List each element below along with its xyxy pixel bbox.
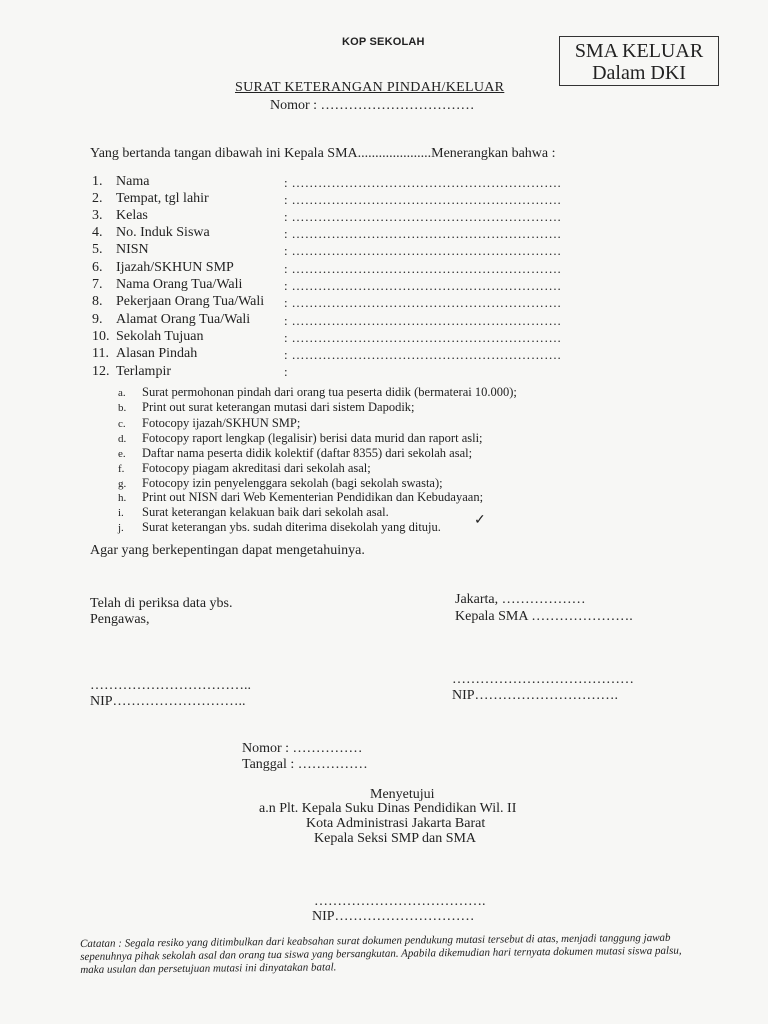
field-nama [92,174,149,190]
attachment-item [118,385,517,400]
field-num: 2. [92,191,103,206]
attachment-letter: g. [118,478,127,490]
attachment-item [118,400,415,415]
attachment-item [118,520,441,535]
approval-an: a.n Plt. Kepala Suku Dinas Pendidikan Wil. II [259,801,517,816]
field-label: Alamat Orang Tua/Wali [116,312,251,327]
kop-sekolah: KOP SEKOLAH [342,36,425,48]
attachment-letter: c. [118,418,126,430]
field-num: 10. [92,329,110,344]
field-dots: : ……………………………………………………. [284,209,562,224]
attachment-item [118,490,483,505]
attachment-letter: e. [118,448,126,460]
field-dots: : ……………………………………………………. [284,192,562,207]
attachment-letter: j. [118,522,124,534]
approval-menyetujui: Menyetujui [370,787,435,802]
attachment-text: Surat keterangan kelakuan baik dari sekolah asal. [142,505,389,519]
field-num: 3. [92,208,103,223]
footnote: Catatan : Segala resiko yang ditimbulkan dari keabsahan surat dokumen pendukung mutasi tersebut di atas, menjadi tanggung jawab sepenuhnya pihak sekolah asal dan orang tua siswa yang bersangkutan. Apabila dikemudian hari ternyata dokumen mutasi siswa palsu, maka usulan dan persetujuan mutasi ini dinyatakan batal. [80,931,682,976]
field-label: Tempat, tgl lahir [116,191,209,206]
field-dots: : ……………………………………………………. [284,261,562,276]
field-dots: : ……………………………………………………. [284,295,562,310]
category-badge [559,36,719,86]
right-sign-nip: NIP…………………………. [452,688,619,703]
approval-tanggal: Tanggal : …………… [242,757,368,772]
field-alasan-pindah [92,346,197,362]
field-label: Sekolah Tujuan [116,329,204,344]
field-dots: : [284,364,288,379]
document-title: SURAT KETERANGAN PINDAH/KELUAR [235,80,505,95]
field-sekolah-tujuan [92,329,204,345]
attachment-letter: b. [118,402,127,414]
right-sign-line1: Jakarta, ……………… [455,592,586,607]
field-terlampir [92,364,171,380]
attachment-letter: a. [118,387,126,399]
closing-text: Agar yang berkepentingan dapat mengetahuinya. [90,543,365,558]
field-label: Pekerjaan Orang Tua/Wali [116,294,265,309]
field-num: 9. [92,312,103,327]
attachment-letter: h. [118,492,127,504]
attachment-text: Print out NISN dari Web Kementerian Pendidikan dan Kebudayaan; [142,490,484,504]
field-label: Terlampir [116,364,171,379]
field-label: No. Induk Siswa [116,225,210,240]
approval-seksi: Kepala Seksi SMP dan SMA [314,831,477,846]
field-kelas [92,208,148,224]
attachment-letter: i. [118,507,124,519]
attachment-text: Fotocopy piagam akreditasi dari sekolah asal; [142,461,371,475]
approval-dots: ………………………………. [314,894,486,909]
field-label: NISN [116,242,149,257]
attachment-item [118,416,300,431]
field-num: 5. [92,242,103,257]
left-sign-line1: Telah di periksa data ybs. [90,596,233,611]
field-num: 6. [92,260,103,275]
field-no-induk [92,225,210,241]
attachment-text: Print out surat keterangan mutasi dari sistem Dapodik; [142,400,415,414]
attachment-text: Fotocopy ijazah/SKHUN SMP; [142,416,301,430]
field-dots: : ……………………………………………………. [284,347,562,362]
attachment-item [118,431,483,446]
field-num: 12. [92,364,110,379]
attachment-item [118,461,371,476]
attachment-text: Surat permohonan pindah dari orang tua peserta didik (bermaterai 10.000); [142,385,517,399]
field-label: Nama [116,174,150,189]
field-num: 11. [92,346,109,361]
left-sign-line2: Pengawas, [90,612,150,627]
field-num: 8. [92,294,103,309]
attachment-text: Fotocopy raport lengkap (legalisir) berisi data murid dan raport asli; [142,431,483,445]
field-pekerjaan-ortu [92,294,264,310]
handwritten-check-icon: ✓ [474,513,486,528]
field-dots: : ……………………………………………………. [284,278,562,293]
field-nama-ortu [92,277,242,293]
field-num: 1. [92,174,103,189]
intro-text: Yang bertanda tangan dibawah ini Kepala SMA.....................Menerangkan bahwa : [90,146,556,161]
attachment-text: Fotocopy izin penyelenggara sekolah (bagi sekolah swasta); [142,476,443,490]
field-alamat-ortu [92,312,250,328]
field-label: Ijazah/SKHUN SMP [116,260,234,275]
field-label: Nama Orang Tua/Wali [116,277,243,292]
badge-line2: Dalam DKI [592,62,686,84]
document-number: Nomor : …………………………… [270,98,475,113]
attachment-item [118,476,443,491]
approval-nip: NIP………………………… [312,909,475,924]
approval-kota: Kota Administrasi Jakarta Barat [306,816,486,831]
field-dots: : ……………………………………………………. [284,175,562,190]
field-label: Kelas [116,208,148,223]
attachment-item [118,505,389,520]
field-dots: : ……………………………………………………. [284,226,562,241]
attachment-text: Surat keterangan ybs. sudah diterima disekolah yang dituju. [142,520,441,534]
attachment-text: Daftar nama peserta didik kolektif (daftar 8355) dari sekolah asal; [142,446,473,460]
field-ijazah [92,260,234,276]
field-nisn [92,242,149,258]
attachment-letter: f. [118,463,125,475]
badge-line1: SMA KELUAR [574,40,704,62]
field-num: 4. [92,225,103,240]
right-sign-line2: Kepala SMA …………………. [455,609,633,624]
field-label: Alasan Pindah [116,346,198,361]
field-num: 7. [92,277,103,292]
attachment-item [118,446,472,461]
right-sign-dots: ………………………………… [452,672,634,687]
field-dots: : ……………………………………………………. [284,313,562,328]
field-tempat-lahir [92,191,209,207]
approval-nomor: Nomor : …………… [242,741,363,756]
attachment-letter: d. [118,433,127,445]
left-sign-dots: …………………………….. [90,678,251,693]
field-dots: : ……………………………………………………. [284,330,562,345]
field-dots: : ……………………………………………………. [284,243,562,258]
left-sign-nip: NIP……………………….. [90,694,246,709]
